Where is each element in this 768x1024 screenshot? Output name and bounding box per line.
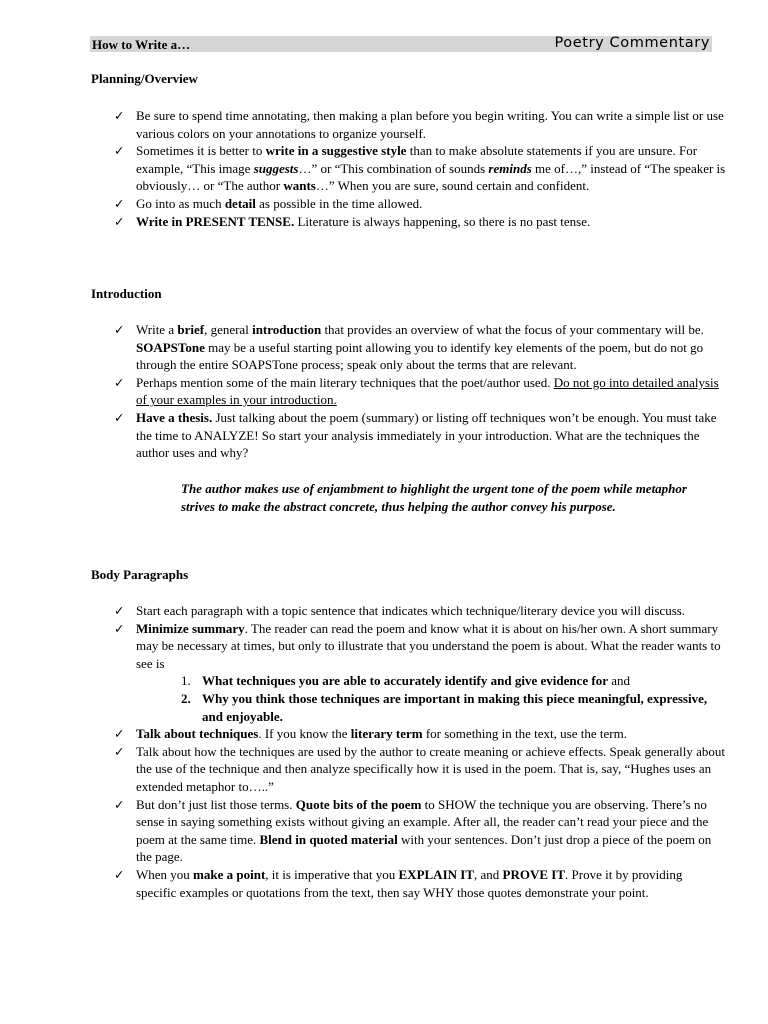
page-header	[90, 36, 712, 52]
text-run: . The reader can read the poem and know what it is about on his/her own. A short summary may be necessary at times, but only to illustrate that you understand the poem is about. What the reader wants to see is	[136, 620, 721, 671]
planning-heading: Planning/Overview	[91, 71, 198, 86]
checkmark-icon: ✓	[114, 374, 125, 390]
text-run: Talk about techniques	[136, 726, 259, 742]
text-run: SOAPSTone	[136, 339, 205, 355]
planning-list	[114, 107, 726, 230]
text-run: me of…,” instead of “The speaker is	[531, 160, 726, 176]
text-run: detail	[224, 195, 256, 211]
body-bullet-item	[114, 620, 726, 726]
introduction-list	[114, 321, 726, 462]
text-run: . If you know the	[258, 726, 351, 742]
introduction-bullet-item	[114, 409, 726, 462]
text-run: and	[607, 673, 631, 689]
text-run: brief	[177, 322, 205, 337]
text-run: suggests	[253, 160, 299, 176]
text-run: Just talking about the poem (summary) or listing off techniques won’t be enough. You must take the time to ANALYZE! So start your analysis immediately in your introduction. What are the techniques the author uses and why?	[136, 409, 717, 461]
planning-bullet-item	[114, 107, 726, 142]
text-run: . Prove it by providing specific examples or quotations from the text, then say WHY those quotes demonstrate your point.	[136, 866, 683, 900]
text-run: write in a suggestive style	[265, 143, 407, 159]
header-title-right: Poetry Commentary	[554, 35, 710, 51]
text-run: Do not go into detailed analysis of your examples in your introduction.	[136, 374, 719, 408]
header-title-left: How to Write a…	[92, 37, 191, 52]
checkmark-icon: ✓	[114, 726, 125, 742]
text-run: Why you think those techniques are important in making this piece meaningful, expressive, and enjoyable.	[202, 690, 708, 724]
body-bullet-item	[114, 743, 726, 796]
body-list	[114, 602, 726, 901]
checkmark-icon: ✓	[114, 213, 125, 229]
text-run: obviously	[136, 178, 188, 194]
checkmark-icon: ✓	[114, 796, 125, 812]
text-run: Write in PRESENT TENSE.	[136, 213, 295, 229]
text-run: than to make absolute statements if you are unsure. For example, “This image	[136, 143, 698, 176]
introduction-bullet-item	[114, 321, 726, 374]
text-run: with your sentences. Don’t just drop a piece of the poem on the page.	[136, 831, 712, 865]
text-run: But don’t just list those terms.	[136, 796, 296, 812]
text-run: Be sure to spend time annotating, then making a plan before you begin writing. You can write a simple list or use various colors on your annotations to organize yourself.	[136, 108, 724, 141]
text-run: Go into as much	[136, 195, 225, 211]
text-run: Blend in quoted material	[259, 831, 398, 847]
planning-bullet-item	[114, 142, 726, 195]
text-run: Minimize summary	[136, 620, 245, 636]
thesis-example: The author makes use of enjambment to highlight the urgent tone of the poem while metaphor strives to make the abstract concrete, thus helping the author convey his purpose.	[181, 481, 687, 514]
text-run: EXPLAIN IT	[398, 866, 475, 882]
text-run: Talk about how the techniques are used by the author to create meaning or achieve effects. Speak generally about the use of the technique and then analyze specifically how it is used in the poem. That is, say, “Hughes uses an extended metaphor to…..”	[136, 743, 726, 794]
text-run: may be a useful starting point allowing you to identify key elements of the poem, but do not go through the entire SOAPSTone process; speak only about the terms that are relevant.	[136, 339, 704, 373]
planning-bullet-item	[114, 213, 726, 231]
text-run: Perhaps mention some of the main literary techniques that the poet/author used.	[136, 374, 554, 390]
checkmark-icon: ✓	[114, 409, 125, 425]
text-run: as possible in the time allowed.	[255, 195, 423, 211]
text-run: …” or “This combination of sounds	[298, 160, 489, 176]
introduction-heading: Introduction	[91, 286, 162, 301]
planning-bullet-item	[114, 195, 726, 213]
text-run: , general	[204, 322, 253, 337]
text-run: Write a	[136, 322, 178, 337]
text-run: for something in the text, use the term.	[422, 726, 627, 742]
text-run: …” When you are sure, sound certain and confident.	[315, 178, 590, 194]
checkmark-icon: ✓	[114, 195, 125, 211]
body-bullet-item	[114, 602, 726, 620]
text-run: When you	[136, 866, 194, 882]
text-run: to SHOW the technique you are observing. There’s no sense in saying something exists without giving an example. After all, the reader can’t read your piece and the poem at the same time.	[136, 796, 709, 847]
text-run: What techniques you are able to accurately identify and give evidence for	[202, 673, 608, 689]
text-run: that provides an overview of what the focus of your commentary will be.	[321, 322, 704, 337]
text-run: Start each paragraph with a topic sentence that indicates which technique/literary device you will discuss.	[136, 603, 686, 618]
text-run: PROVE IT	[502, 866, 566, 882]
checkmark-icon: ✓	[114, 866, 125, 882]
introduction-bullet-item	[114, 374, 726, 409]
text-run: literary term	[350, 726, 423, 742]
body-bullet-item	[114, 866, 726, 901]
checkmark-icon: ✓	[114, 620, 125, 636]
numbered-item	[136, 690, 726, 725]
text-run: make a point	[193, 866, 266, 882]
text-run: , it is imperative that you	[265, 866, 399, 882]
body-heading: Body Paragraphs	[91, 567, 189, 582]
item-number: 2.	[181, 690, 191, 706]
text-run: , and	[474, 866, 503, 882]
text-run: introduction	[252, 322, 322, 337]
text-run: Quote bits of the poem	[295, 796, 422, 812]
item-number: 1.	[181, 673, 191, 689]
text-run: wants	[283, 178, 316, 194]
checkmark-icon: ✓	[114, 603, 125, 618]
text-run: Literature is always happening, so there is no past tense.	[294, 213, 591, 229]
checkmark-icon: ✓	[114, 143, 125, 159]
body-bullet-item	[114, 796, 726, 866]
body-bullet-item	[114, 725, 726, 743]
checkmark-icon: ✓	[114, 108, 125, 123]
text-run: Have a thesis.	[136, 409, 213, 425]
numbered-list	[136, 672, 726, 725]
text-run: … or “The author	[187, 178, 284, 194]
numbered-item	[136, 672, 726, 690]
checkmark-icon: ✓	[114, 322, 125, 337]
text-run: Sometimes it is better to	[136, 143, 266, 159]
text-run: reminds	[488, 160, 532, 176]
checkmark-icon: ✓	[114, 743, 125, 759]
